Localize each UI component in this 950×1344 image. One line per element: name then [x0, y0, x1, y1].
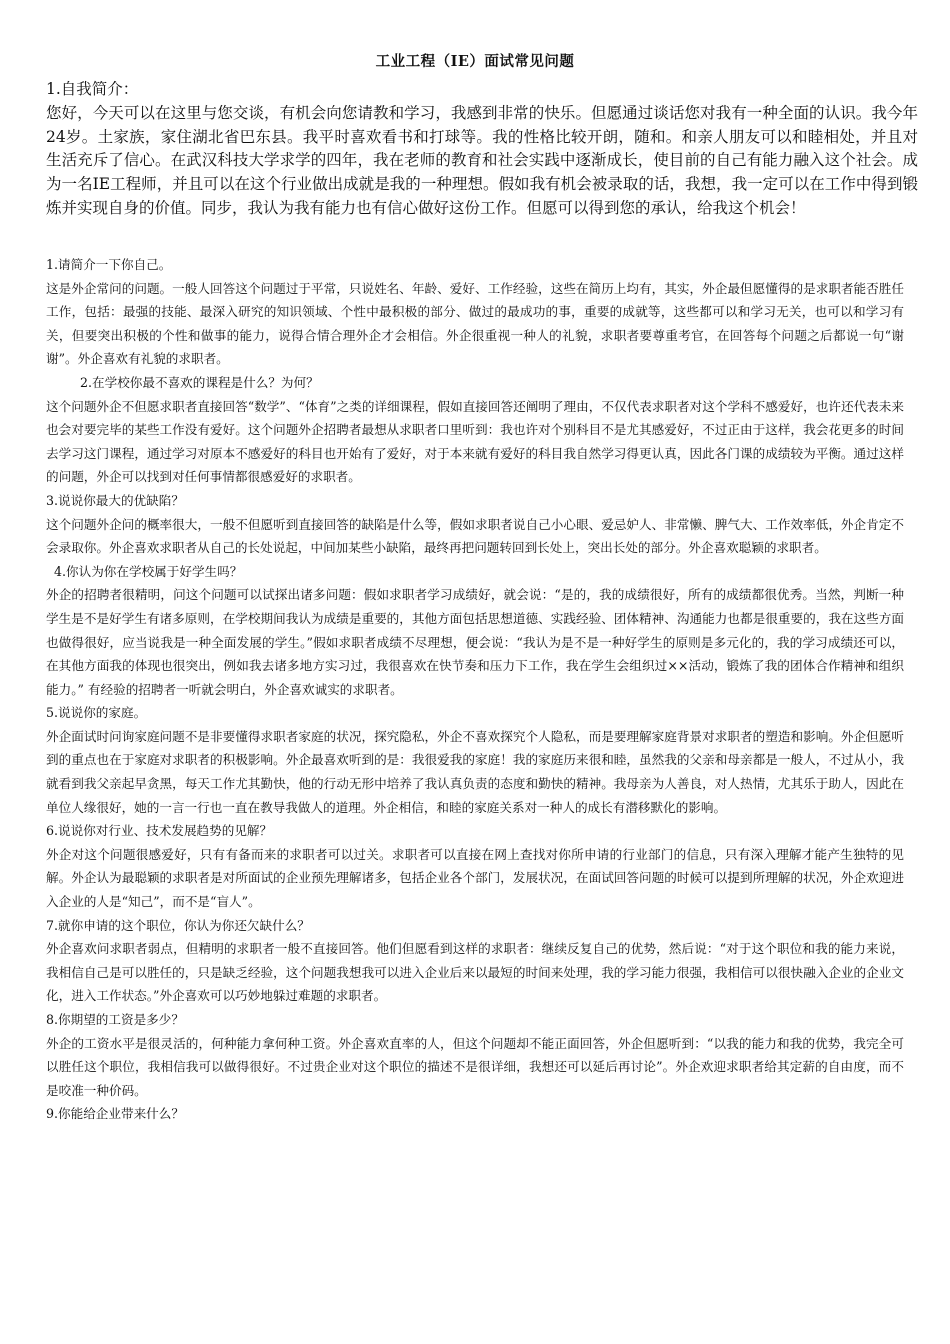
question-3: 3.说说你最大的优缺陷？	[46, 492, 184, 508]
answer-4: 外企的招聘者很精明，问这个问题可以试探出诸多问题：假如求职者学习成绩好，就会说：“是的，我的成绩很好，所有的成绩都很优秀。当然，判断一种学生是不是好学生有诸多原则，在学校期间我认为成绩是重要的，其他方面包括思想道德、实践经验、团体精神、沟通能力也都是很重要的，我在这些方面也做得很好，应当说我是一种全面发展的学生。”假如求职者成绩不尽理想，便会说：“我认为是不是一种好学生的原则是多元化的，我的学习成绩还可以，在其他方面我的体现也很突出，例如我去诸多地方实习过，我很喜欢在快节奏和压力下工作，我在学生会组织过××活动，锻炼了我的团体合作精神和组织能力。” 有经验的招聘者一听就会明白，外企喜欢诚实的求职者。	[46, 587, 904, 697]
answer-2: 这个问题外企不但愿求职者直接回答“数学”、“体育”之类的详细课程，假如直接回答还阐明了理由，不仅代表求职者对这个学科不感爱好，也许还代表未来也会对要完毕的某些工作没有爱好。这个问题外企招聘者最想从求职者口里听到：我也许对个别科目不是尤其感爱好，不过正由于这样，我会花更多的时间去学习这门课程，通过学习对原本不感爱好的科目也开始有了爱好，对于本来就有爱好的科目我自然学习得更认真，因此各门课的成绩较为平衡。通过这样的问题，外企可以找到对任何事情都很感爱好的求职者。	[46, 398, 904, 485]
question-8: 8.你期望的工资是多少？	[46, 1012, 184, 1027]
answer-6: 外企对这个问题很感爱好，只有有备而来的求职者可以过关。求职者可以直接在网上查找对你所申请的行业部门的信息，只有深入理解才能产生独特的见解。外企认为最聪颖的求职者是对所面试的企业预先理解诸多，包括企业各个部门，发展状况，在面试回答问题的时候可以提到所理解的状况，外企欢迎进入企业的人是“知己”，而不是“盲人”。	[46, 846, 904, 910]
self-intro-section	[46, 78, 918, 221]
question-7: 7.就你申请的这个职位，你认为你还欠缺什么？	[46, 917, 310, 933]
question-9: 9.你能给企业带来什么？	[46, 1106, 184, 1122]
question-6: 6.说说你对行业、技术发展趋势的见解？	[46, 823, 273, 839]
answer-7: 外企喜欢问求职者弱点，但精明的求职者一般不直接回答。他们但愿看到这样的求职者：继续反复自己的优势，然后说：“对于这个职位和我的能力来说，我相信自己是可以胜任的，只是缺乏经验，这个问题我想我可以进入企业后来以最短的时间来处理，我的学习能力很强，我相信可以很快融入企业的企业文化，进入工作状态。”外企喜欢可以巧妙地躲过难题的求职者。	[46, 941, 904, 1004]
document-title: 工业工程（IE）面试常见问题	[375, 53, 575, 70]
self-intro-paragraph: 您好，今天可以在这里与您交谈，有机会向您请教和学习，我感到非常的快乐。但愿通过谈话您对我有一种全面的认识。我今年24岁。土家族，家住湖北省巴东县。我平时喜欢看书和打球等。我的性格比较开朗，随和。和亲人朋友可以和睦相处，并且对生活充斥了信心。在武汉科技大学求学的四年，我在老师的教育和社会实践中逐渐成长，使目前的自己有能力融入这个社会。成为一名IE工程师，并且可以在这个行业做出成就是我的一种理想。假如我有机会被录取的话，我想，我一定可以在工作中得到锻炼并实现自身的价值。同步，我认为我有能力也有信心做好这份工作。但愿可以得到您的承认，给我这个机会！	[46, 103, 918, 217]
self-intro-heading: 1.自我简介：	[46, 80, 139, 98]
answer-3: 这个问题外企问的概率很大，一般不但愿听到直接回答的缺陷是什么等，假如求职者说自己小心眼、爱忌妒人、非常懒、脾气大、工作效率低，外企肯定不会录取你。外企喜欢求职者从自己的长处说起，中间加某些小缺陷，最终再把问题转回到长处上，突出长处的部分。外企喜欢聪颖的求职者。	[46, 516, 904, 556]
question-4: 4.你认为你在学校属于好学生吗？	[54, 563, 243, 579]
question-1: 1.请简介一下你自己。	[46, 257, 172, 272]
answer-1: 这是外企常问的问题。一般人回答这个问题过于平常，只说姓名、年龄、爱好、工作经验，这些在简历上均有，其实，外企最但愿懂得的是求职者能否胜任工作，包括：最强的技能、最深入研究的知识领域、个性中最积极的部分、做过的最成功的事，重要的成就等，这些都可以和学习无关，也可以和学习有关，但要突出积极的个性和做事的能力，说得合情合理外企才会相信。外企很重视一种人的礼貌，求职者要尊重考官，在回答每个问题之后都说一句“谢谢”。外企喜欢有礼貌的求职者。	[46, 280, 904, 367]
answer-5: 外企面试时问询家庭问题不是非要懂得求职者家庭的状况，探究隐私，外企不喜欢探究个人隐私，而是要理解家庭背景对求职者的塑造和影响。外企但愿听到的重点也在于家庭对求职者的积极影响。外企最喜欢听到的是：我很爱我的家庭！我的家庭历来很和睦，虽然我的父亲和母亲都是一般人，不过从小，我就看到我父亲起早贪黑，每天工作尤其勤快，他的行动无形中培养了我认真负责的态度和勤快的精神。我母亲为人善良，对人热情，尤其乐于助人，因此在单位人缘很好，她的一言一行也一直在教导我做人的道理。外企相信，和睦的家庭关系对一种人的成长有潜移默化的影响。	[46, 728, 904, 815]
question-2: 2.在学校你最不喜欢的课程是什么？为何？	[80, 374, 319, 390]
question-5: 5.说说你的家庭。	[46, 705, 147, 721]
qa-section	[46, 253, 904, 1126]
answer-8: 外企的工资水平是很灵活的，何种能力拿何种工资。外企喜欢直率的人，但这个问题却不能正面回答，外企但愿听到：“以我的能力和我的优势，我完全可以胜任这个职位，我相信我可以做得很好。不过贵企业对这个职位的描述不是很详细，我想还可以延后再讨论”。外企欢迎求职者给其定薪的自由度，而不是咬准一种价码。	[46, 1035, 904, 1098]
